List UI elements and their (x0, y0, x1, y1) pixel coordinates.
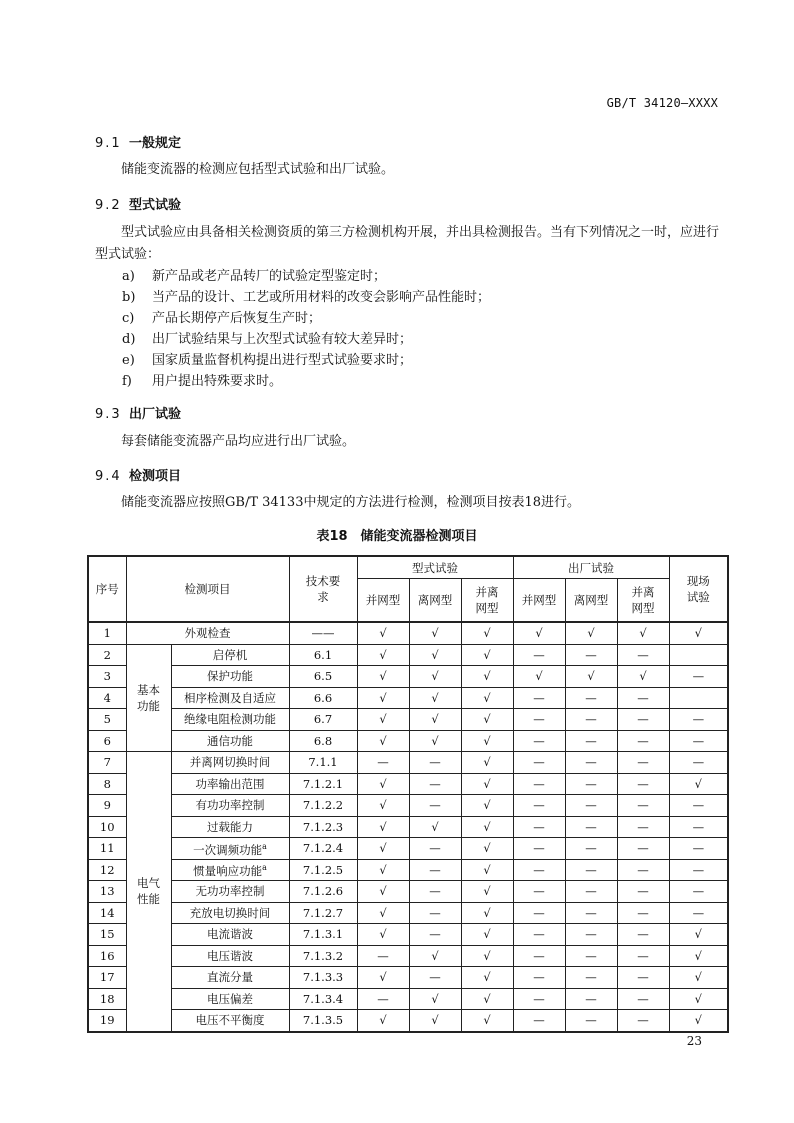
row-number: 15 (88, 924, 126, 946)
row-tech-req: 7.1.2.5 (289, 859, 357, 881)
group-label-basic: 基本功能 (126, 644, 171, 752)
header-tech-req: 技术要求 (289, 556, 357, 622)
check-cell: — (565, 902, 617, 924)
check-cell: — (669, 752, 728, 774)
check-cell: — (669, 838, 728, 860)
check-cell: — (669, 709, 728, 731)
check-cell: √ (669, 1010, 728, 1032)
check-cell: — (409, 795, 461, 817)
check-cell: √ (461, 666, 513, 688)
row-number: 9 (88, 795, 126, 817)
check-cell: √ (461, 859, 513, 881)
row-item-name-text: 直流分量 (207, 970, 253, 985)
check-cell: √ (357, 644, 409, 666)
row-tech-req: 6.7 (289, 709, 357, 731)
header-hybrid: 并离网型 (617, 579, 669, 623)
check-cell: — (513, 902, 565, 924)
list-item (122, 328, 412, 347)
header-grid: 并网型 (357, 579, 409, 623)
row-item-name: 外观检查 (126, 622, 289, 644)
row-tech-req: 6.8 (289, 730, 357, 752)
table-row (88, 881, 728, 903)
check-cell: — (409, 881, 461, 903)
check-cell: — (513, 730, 565, 752)
row-item-name-text: 电流谐波 (207, 927, 253, 942)
check-cell: — (513, 838, 565, 860)
section-number: 9.3 (95, 407, 122, 422)
table-caption: 表18 储能变流器检测项目 (316, 529, 478, 544)
list-item-text: 新产品或老产品转厂的试验定型鉴定时； (152, 269, 387, 284)
row-item-name (171, 709, 289, 731)
row-item-name (171, 945, 289, 967)
row-number: 12 (88, 859, 126, 881)
list-item (122, 370, 282, 389)
row-tech-req: 7.1.2.7 (289, 902, 357, 924)
list-item-text: 当产品的设计、工艺或所用材料的改变会影响产品性能时； (152, 290, 491, 305)
check-cell: √ (461, 988, 513, 1010)
row-item-name-text: 电压偏差 (207, 991, 253, 1006)
header-off-grid: 离网型 (409, 579, 461, 623)
check-cell: — (513, 859, 565, 881)
check-cell: — (617, 644, 669, 666)
row-number: 5 (88, 709, 126, 731)
row-number: 6 (88, 730, 126, 752)
check-cell: — (669, 666, 728, 688)
check-cell: √ (409, 816, 461, 838)
check-cell: √ (461, 967, 513, 989)
check-cell: √ (565, 622, 617, 644)
list-item-label: f) (122, 374, 132, 389)
check-cell: √ (357, 795, 409, 817)
table-row (88, 1010, 728, 1032)
check-cell: — (357, 988, 409, 1010)
check-cell (669, 644, 728, 666)
row-item-name (171, 773, 289, 795)
check-cell: — (409, 752, 461, 774)
check-cell: — (409, 924, 461, 946)
section-body-9-2: 型式试验应由具备相关检测资质的第三方检测机构开展，并出具检测报告。当有下列情况之一时，应进行型式试验： (95, 225, 720, 262)
row-tech-req: 7.1.3.4 (289, 988, 357, 1010)
table-row (88, 666, 728, 688)
check-cell: — (409, 902, 461, 924)
check-cell: √ (409, 622, 461, 644)
check-cell: √ (409, 666, 461, 688)
check-cell: — (669, 859, 728, 881)
check-cell: — (409, 773, 461, 795)
page-number: 23 (686, 1034, 702, 1048)
header-off-grid: 离网型 (565, 579, 617, 623)
header-type-test: 型式试验 (357, 556, 513, 579)
row-tech-req: 7.1.3.1 (289, 924, 357, 946)
row-item-name (171, 795, 289, 817)
check-cell: — (565, 859, 617, 881)
check-cell: √ (357, 666, 409, 688)
check-cell: — (513, 1010, 565, 1032)
check-cell: √ (409, 709, 461, 731)
table-row (88, 622, 728, 644)
row-item-name (171, 644, 289, 666)
check-cell: — (513, 773, 565, 795)
row-tech-req: 7.1.1 (289, 752, 357, 774)
row-number: 8 (88, 773, 126, 795)
section-title: 出厂试验 (129, 407, 182, 422)
table-row (88, 687, 728, 709)
check-cell: √ (669, 945, 728, 967)
check-cell: √ (409, 644, 461, 666)
row-tech-req: 7.1.2.4 (289, 838, 357, 860)
check-cell: √ (409, 730, 461, 752)
check-cell: √ (357, 902, 409, 924)
table-row (88, 967, 728, 989)
section-number: 9.1 (95, 136, 122, 151)
check-cell: √ (461, 902, 513, 924)
check-cell: — (357, 752, 409, 774)
table-body (88, 622, 728, 1032)
check-cell: √ (357, 838, 409, 860)
row-item-name-text: 充放电切换时间 (189, 905, 271, 920)
check-cell: √ (617, 666, 669, 688)
check-cell: √ (669, 988, 728, 1010)
table-row (88, 945, 728, 967)
row-item-name-text: 有功功率控制 (195, 798, 265, 813)
check-cell: √ (357, 816, 409, 838)
section-body-9-4: 储能变流器应按照GB/T 34133中规定的方法进行检测，检测项目按表18进行。 (121, 495, 581, 510)
check-cell: — (565, 967, 617, 989)
row-tech-req: 7.1.3.3 (289, 967, 357, 989)
check-cell: — (669, 816, 728, 838)
check-cell: √ (669, 622, 728, 644)
list-item-text: 出厂试验结果与上次型式试验有较大差异时； (152, 332, 413, 347)
row-item-name (171, 881, 289, 903)
list-item-label: d) (122, 332, 136, 347)
check-cell: — (617, 687, 669, 709)
check-cell: — (513, 967, 565, 989)
check-cell: — (565, 1010, 617, 1032)
table-row (88, 924, 728, 946)
header-seq: 序号 (88, 556, 126, 622)
check-cell: — (669, 902, 728, 924)
check-cell: √ (461, 644, 513, 666)
check-cell: — (617, 730, 669, 752)
row-number: 7 (88, 752, 126, 774)
row-item-name (171, 687, 289, 709)
row-item-name-text: 功率输出范围 (195, 776, 265, 791)
table-row (88, 859, 728, 881)
check-cell: √ (357, 881, 409, 903)
check-cell: — (617, 1010, 669, 1032)
row-number: 11 (88, 838, 126, 860)
row-tech-req: 7.1.2.6 (289, 881, 357, 903)
row-item-name-text: 通信功能 (207, 733, 253, 748)
row-item-name-text: 过载能力 (207, 819, 253, 834)
check-cell: √ (357, 1010, 409, 1032)
check-cell: √ (617, 622, 669, 644)
check-cell: — (513, 709, 565, 731)
check-cell: — (617, 816, 669, 838)
row-item-name (171, 838, 289, 860)
check-cell: √ (409, 988, 461, 1010)
check-cell: — (669, 730, 728, 752)
check-cell: √ (461, 687, 513, 709)
check-cell: — (513, 988, 565, 1010)
header-field-test: 现场试验 (669, 556, 728, 622)
check-cell: — (617, 945, 669, 967)
row-item-name-text: 惯量响应功能 (193, 864, 263, 879)
check-cell: √ (357, 730, 409, 752)
row-item-name-text: 保护功能 (207, 669, 253, 684)
list-item-label: c) (122, 311, 135, 326)
table-row (88, 902, 728, 924)
check-cell: — (409, 838, 461, 860)
check-cell: — (617, 881, 669, 903)
check-cell: — (565, 816, 617, 838)
row-number: 4 (88, 687, 126, 709)
row-item-name (171, 859, 289, 881)
check-cell: — (565, 644, 617, 666)
check-cell: √ (461, 795, 513, 817)
check-cell: — (565, 945, 617, 967)
table-header (88, 556, 728, 622)
row-number: 16 (88, 945, 126, 967)
check-cell: — (669, 795, 728, 817)
check-cell: — (513, 816, 565, 838)
check-cell: √ (357, 924, 409, 946)
check-cell: — (669, 881, 728, 903)
check-cell: √ (461, 709, 513, 731)
row-tech-req: 7.1.3.2 (289, 945, 357, 967)
check-cell: √ (357, 687, 409, 709)
check-cell: √ (357, 859, 409, 881)
row-number: 10 (88, 816, 126, 838)
check-cell: — (513, 881, 565, 903)
check-cell: — (513, 924, 565, 946)
row-number: 14 (88, 902, 126, 924)
row-number: 19 (88, 1010, 126, 1032)
list-item-text: 国家质量监督机构提出进行型式试验要求时； (152, 353, 413, 368)
list-item (122, 286, 490, 305)
row-tech-req: 6.1 (289, 644, 357, 666)
row-number: 1 (88, 622, 126, 644)
check-cell: √ (669, 967, 728, 989)
check-cell: — (513, 752, 565, 774)
check-cell: — (565, 924, 617, 946)
header-hybrid: 并离网型 (461, 579, 513, 623)
check-cell: √ (513, 666, 565, 688)
section-heading-9-3 (95, 403, 181, 422)
check-cell: √ (357, 773, 409, 795)
check-cell: — (513, 687, 565, 709)
check-cell: √ (461, 730, 513, 752)
check-cell: — (565, 752, 617, 774)
row-tech-req: 7.1.2.3 (289, 816, 357, 838)
section-title: 检测项目 (129, 469, 182, 484)
check-cell: — (617, 752, 669, 774)
check-cell: — (565, 881, 617, 903)
row-item-name-text: 电压谐波 (207, 948, 253, 963)
check-cell: — (513, 945, 565, 967)
check-cell: √ (565, 666, 617, 688)
check-cell: — (565, 709, 617, 731)
section-number: 9.2 (95, 198, 122, 213)
check-cell: √ (669, 773, 728, 795)
row-number: 13 (88, 881, 126, 903)
row-item-name (171, 988, 289, 1010)
check-cell: — (565, 795, 617, 817)
check-cell: — (565, 730, 617, 752)
check-cell: — (513, 644, 565, 666)
table-row (88, 773, 728, 795)
row-item-name-text: 启停机 (212, 647, 248, 662)
row-item-name-text: 无功功率控制 (195, 884, 265, 899)
section-heading-9-4 (95, 465, 181, 484)
list-item-label: a) (122, 269, 135, 284)
check-cell: — (565, 687, 617, 709)
row-tech-req: 7.1.2.2 (289, 795, 357, 817)
row-item-name-text: 绝缘电阻检测功能 (184, 712, 276, 727)
table-row (88, 988, 728, 1010)
row-tech-req: 6.6 (289, 687, 357, 709)
check-cell: √ (461, 816, 513, 838)
row-number: 17 (88, 967, 126, 989)
section-title: 型式试验 (129, 198, 182, 213)
section-number: 9.4 (95, 469, 122, 484)
check-cell: — (565, 988, 617, 1010)
check-cell: — (409, 967, 461, 989)
check-cell: — (617, 902, 669, 924)
check-cell: √ (461, 752, 513, 774)
header-grid: 并网型 (513, 579, 565, 623)
check-cell: — (409, 859, 461, 881)
check-cell: √ (461, 945, 513, 967)
table-row (88, 644, 728, 666)
row-item-name (171, 967, 289, 989)
check-cell: √ (669, 924, 728, 946)
check-cell: — (617, 988, 669, 1010)
check-cell: √ (357, 967, 409, 989)
table-row (88, 816, 728, 838)
list-item-text: 用户提出特殊要求时。 (152, 374, 283, 389)
check-cell: — (617, 773, 669, 795)
row-item-name (171, 730, 289, 752)
check-cell: √ (357, 709, 409, 731)
section-body-9-3: 每套储能变流器产品均应进行出厂试验。 (121, 434, 356, 449)
table-row (88, 709, 728, 731)
check-cell: √ (461, 881, 513, 903)
check-cell: √ (461, 838, 513, 860)
section-heading-9-2 (95, 194, 181, 213)
inspection-items-table (87, 555, 729, 1033)
list-item (122, 349, 412, 368)
footnote-marker: a (262, 863, 267, 873)
row-item-name (171, 752, 289, 774)
check-cell: √ (461, 773, 513, 795)
list-item-text: 产品长期停产后恢复生产时； (152, 311, 322, 326)
check-cell: — (617, 967, 669, 989)
check-cell: √ (357, 622, 409, 644)
list-item (122, 265, 386, 284)
section-body-9-1: 储能变流器的检测应包括型式试验和出厂试验。 (121, 162, 395, 177)
row-tech-req: 7.1.3.5 (289, 1010, 357, 1032)
row-item-name-text: 电压不平衡度 (195, 1013, 265, 1028)
check-cell: — (617, 709, 669, 731)
row-item-name (171, 666, 289, 688)
row-number: 2 (88, 644, 126, 666)
check-cell: √ (513, 622, 565, 644)
check-cell: √ (409, 687, 461, 709)
row-tech-req: 6.5 (289, 666, 357, 688)
check-cell: — (617, 924, 669, 946)
table-row (88, 730, 728, 752)
row-item-name (171, 902, 289, 924)
row-item-name (171, 1010, 289, 1032)
check-cell: — (357, 945, 409, 967)
row-item-name-text: 相序检测及自适应 (184, 690, 276, 705)
group-label-electrical: 电气性能 (126, 752, 171, 1032)
table-row (88, 795, 728, 817)
section-heading-9-1 (95, 132, 181, 151)
table-row (88, 752, 728, 774)
footnote-marker: a (262, 841, 267, 851)
check-cell: √ (409, 1010, 461, 1032)
check-cell: √ (461, 622, 513, 644)
check-cell: — (565, 773, 617, 795)
header-item: 检测项目 (126, 556, 289, 622)
row-item-name (171, 924, 289, 946)
check-cell: √ (461, 924, 513, 946)
check-cell: — (617, 795, 669, 817)
row-number: 3 (88, 666, 126, 688)
check-cell: — (513, 795, 565, 817)
check-cell: — (617, 859, 669, 881)
row-item-name (171, 816, 289, 838)
section-title: 一般规定 (129, 136, 182, 151)
header-factory-test: 出厂试验 (513, 556, 669, 579)
row-number: 18 (88, 988, 126, 1010)
check-cell (669, 687, 728, 709)
row-item-name-text: 一次调频功能 (193, 842, 263, 857)
check-cell: √ (409, 945, 461, 967)
document-code: GB/T 34120—XXXX (606, 96, 718, 110)
list-item-label: e) (122, 353, 135, 368)
row-tech-req: —— (289, 622, 357, 644)
table-row (88, 838, 728, 860)
check-cell: — (565, 838, 617, 860)
check-cell: √ (461, 1010, 513, 1032)
list-item-label: b) (122, 290, 136, 305)
check-cell: — (617, 838, 669, 860)
list-item (122, 307, 321, 326)
row-tech-req: 7.1.2.1 (289, 773, 357, 795)
row-item-name-text: 并离网切换时间 (189, 755, 271, 770)
